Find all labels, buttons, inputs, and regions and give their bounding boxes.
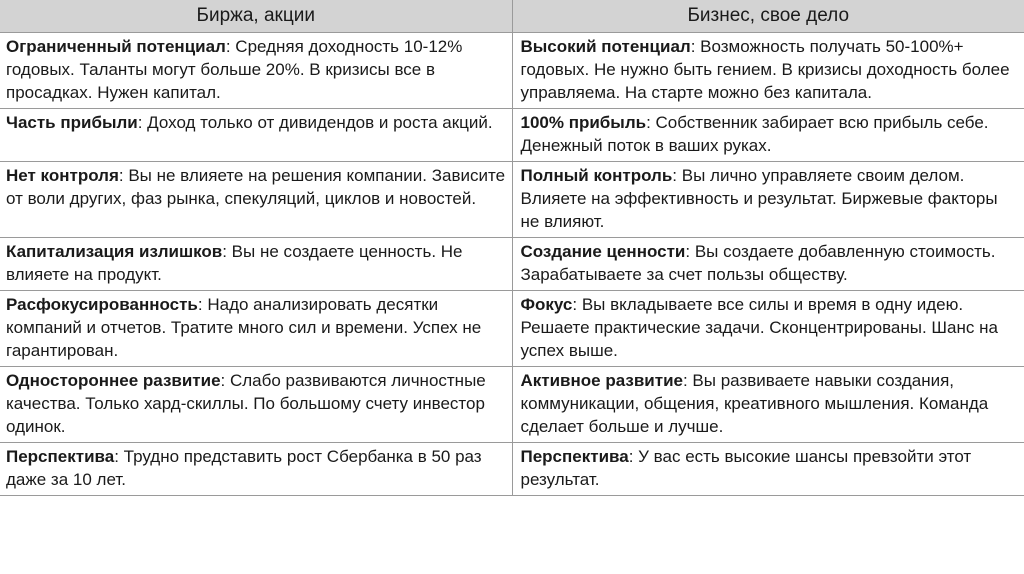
cell-title: Создание ценности [520, 242, 686, 261]
table-row [0, 443, 1024, 496]
header-own-business: Бизнес, свое дело [512, 0, 1024, 33]
cell-text: : Вы не создаете ценность. Не влияете на продукт. [6, 242, 463, 284]
cell-text: : Вы вкладываете все силы и время в одну идею. Решаете практические задачи. Сконцентрированы. Шанс на успех выше. [520, 295, 998, 360]
cell-text: : Вы лично управляете своим делом. Влияете на эффективность и результат. Биржевые факторы не влияют. [520, 166, 998, 231]
cell-text: : Возможность получать 50-100%+ годовых. Не нужно быть гением. В кризисы доходность более управляема. На старте можно без капитала. [520, 37, 1010, 102]
cell-text: : Слабо развиваются личностные качества. Только хард-скиллы. По большому счету инвестор одинок. [6, 371, 486, 436]
cell-title: Нет контроля [6, 166, 119, 185]
stock-cell [0, 367, 512, 443]
cell-title: Часть прибыли [6, 113, 138, 132]
header-row [0, 0, 1024, 33]
cell-title: Полный контроль [520, 166, 673, 185]
table-row [0, 291, 1024, 367]
business-cell [512, 162, 1024, 238]
table-row [0, 33, 1024, 109]
stock-cell [0, 162, 512, 238]
cell-title: Капитализация излишков [6, 242, 223, 261]
business-cell [512, 33, 1024, 109]
stock-cell [0, 443, 512, 496]
business-cell [512, 367, 1024, 443]
cell-title: Фокус [520, 295, 573, 314]
cell-title: Высокий потенциал [520, 37, 691, 56]
stock-cell [0, 291, 512, 367]
header-stock-market: Биржа, акции [0, 0, 512, 33]
cell-text: : У вас есть высокие шансы превзойти этот результат. [520, 447, 972, 489]
stock-cell [0, 33, 512, 109]
cell-text: : Собственник забирает всю прибыль себе. Денежный поток в ваших руках. [520, 113, 989, 155]
cell-title: Перспектива [6, 447, 115, 466]
cell-text: : Доход только от дивидендов и роста акций. [137, 113, 493, 132]
cell-text: : Средняя доходность 10-12% годовых. Таланты могут больше 20%. В кризисы все в просадках. Нужен капитал. [6, 37, 463, 102]
cell-title: Одностороннее развитие [6, 371, 221, 390]
table-row [0, 109, 1024, 162]
stock-cell [0, 109, 512, 162]
stock-cell [0, 238, 512, 291]
table-row [0, 367, 1024, 443]
cell-title: Перспектива [520, 447, 629, 466]
cell-text: : Вы создаете добавленную стоимость. Зарабатываете за счет пользы обществу. [520, 242, 996, 284]
cell-text: : Трудно представить рост Сбербанка в 50 раз даже за 10 лет. [6, 447, 482, 489]
table-row [0, 238, 1024, 291]
cell-text: : Вы не влияете на решения компании. Зависите от воли других, фаз рынка, спекуляций, циклов и новостей. [6, 166, 506, 208]
cell-title: Ограниченный потенциал [6, 37, 226, 56]
cell-text: : Надо анализировать десятки компаний и отчетов. Тратите много сил и времени. Успех не гарантирован. [6, 295, 482, 360]
table-row [0, 162, 1024, 238]
cell-title: 100% прибыль [520, 113, 647, 132]
business-cell [512, 238, 1024, 291]
cell-text: : Вы развиваете навыки создания, коммуникации, общения, креативного мышления. Команда сделает больше и лучше. [520, 371, 989, 436]
business-cell [512, 109, 1024, 162]
cell-title: Активное развитие [520, 371, 683, 390]
business-cell [512, 291, 1024, 367]
business-cell [512, 443, 1024, 496]
cell-title: Расфокусированность [6, 295, 198, 314]
